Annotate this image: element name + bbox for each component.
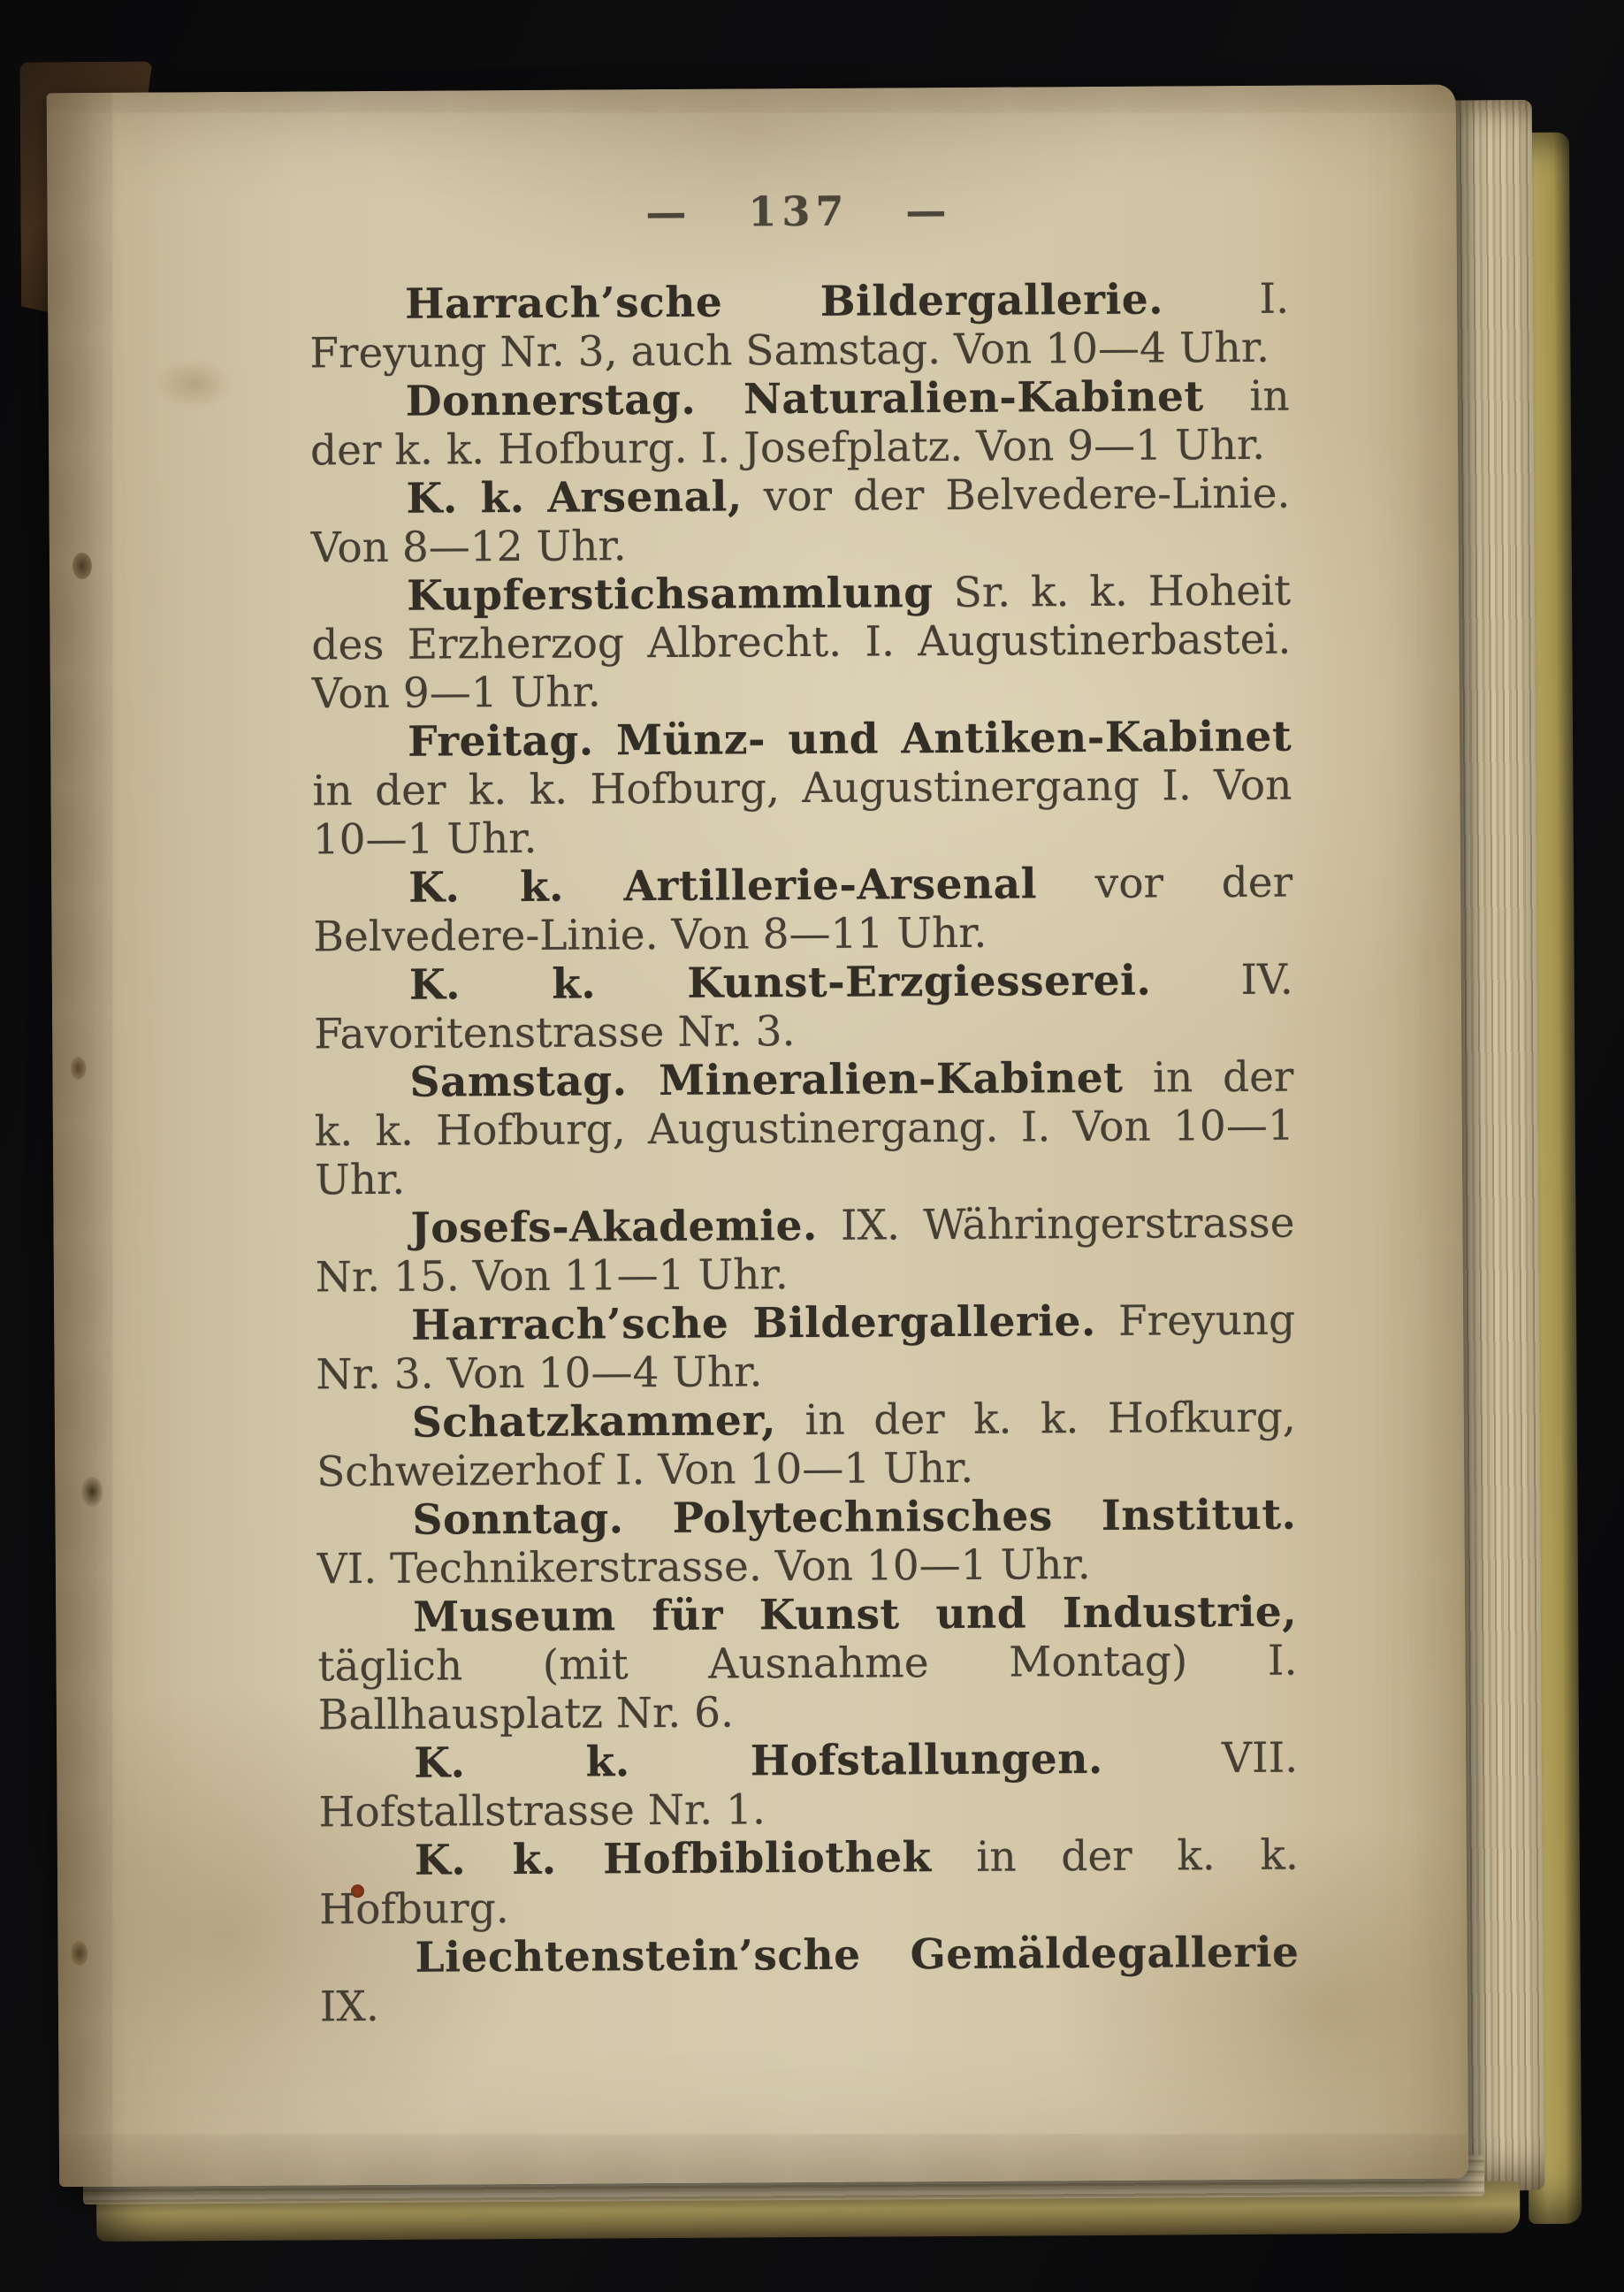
entry-title: Samstag. Mineralien-Kabinet [409, 1053, 1124, 1107]
paragraph [310, 470, 1291, 573]
entry-title: K. k. Hofbibliothek [414, 1833, 932, 1885]
paragraph [310, 372, 1291, 476]
entry-title: Donnerstag. Naturalien-Kabinet [405, 372, 1204, 426]
paragraph [317, 1588, 1298, 1740]
paragraph [313, 859, 1293, 962]
book-page [47, 84, 1468, 2187]
page-content [47, 84, 1468, 2187]
entry-text: VII. Hofstallstrasse Nr. 1. [318, 1733, 1299, 1837]
entry-text: Sr. k. k. Hoheit des Erzherzog Albrecht. I. Augustinerbastei. Von 9—1 Uhr. [311, 566, 1292, 719]
entry-title: Kupferstichsammlung [407, 569, 934, 621]
entry-text: in der k. k. Hofburg, Augustinergang. I. Von 10—1 Uhr. [314, 1052, 1294, 1205]
entry-title: Freitag. Münz- und Antiken-Kabinet [408, 712, 1292, 767]
entry-title: K. k. Artillerie-Arsenal [408, 860, 1038, 913]
entry-text: in der k. k. Hofburg. I. Josefplatz. Von 9—1 Uhr. [309, 371, 1290, 476]
entry-text: Freyung Nr. 3. Von 10—4 Uhr. [316, 1295, 1296, 1400]
paragraph [316, 1491, 1297, 1594]
entry-title: Liechtenstein’sche Gemäldegallerie [415, 1928, 1300, 1983]
entry-title: Harrach’sche Bildergallerie. [404, 275, 1164, 329]
entry-title: Museum für Kunst und Industrie, [413, 1587, 1298, 1642]
entry-text: IX. [319, 1982, 379, 2032]
entry-text: vor der Belvedere-Linie. Von 8—11 Uhr. [313, 858, 1293, 962]
entry-title: K. k. Hofstallungen. [414, 1734, 1103, 1788]
paragraph [316, 1296, 1296, 1400]
entry-text: in der k. k. Hofburg. [318, 1830, 1299, 1935]
page-number: — 137 — [645, 186, 952, 237]
entry-text: IV. Favoritenstrasse Nr. 3. [313, 955, 1293, 1059]
entry-text: vor der Belvedere-Linie. Von 8—12 Uhr. [310, 469, 1291, 573]
paragraph [314, 1053, 1294, 1205]
paragraph [311, 567, 1292, 719]
paragraph [319, 1831, 1300, 1935]
entry-title: K. k. Arsenal, [406, 472, 743, 523]
entry-title: Josefs-Akademie. [410, 1201, 818, 1253]
entry-text: täglich (mit Ausnahme Montag) I. Ballhausplatz Nr. 6. [317, 1636, 1298, 1740]
entry-text: in der k. k. Hofkurg, Schweizerhof I. Von 10—1 Uhr. [316, 1393, 1296, 1497]
entry-title: Schatzkammer, [411, 1396, 777, 1448]
text-block [309, 275, 1300, 2032]
paragraph [314, 956, 1294, 1059]
paragraph [312, 713, 1292, 865]
paragraph [319, 1929, 1300, 2032]
entry-text: IX. Währingerstrasse Nr. 15. Von 11—1 Uhr. [315, 1198, 1295, 1303]
entry-text: in der k. k. Hofburg, Augustinergang I. Von 10—1 Uhr. [312, 760, 1292, 865]
entry-title: Sonntag. Polytechnisches Institut. [412, 1490, 1297, 1545]
paragraph [309, 275, 1290, 378]
paragraph [316, 1394, 1297, 1497]
book [31, 84, 1582, 2242]
entry-title: Harrach’sche Bildergallerie. [411, 1297, 1096, 1350]
entry-text: VI. Technikerstrasse. Von 10—1 Uhr. [316, 1540, 1091, 1594]
paragraph [318, 1734, 1299, 1837]
entry-text: I. Freyung Nr. 3, auch Samstag. Von 10—4 Uhr. [309, 274, 1290, 378]
entry-title: K. k. Kunst-Erzgiesserei. [408, 956, 1152, 1010]
paragraph [315, 1199, 1295, 1303]
